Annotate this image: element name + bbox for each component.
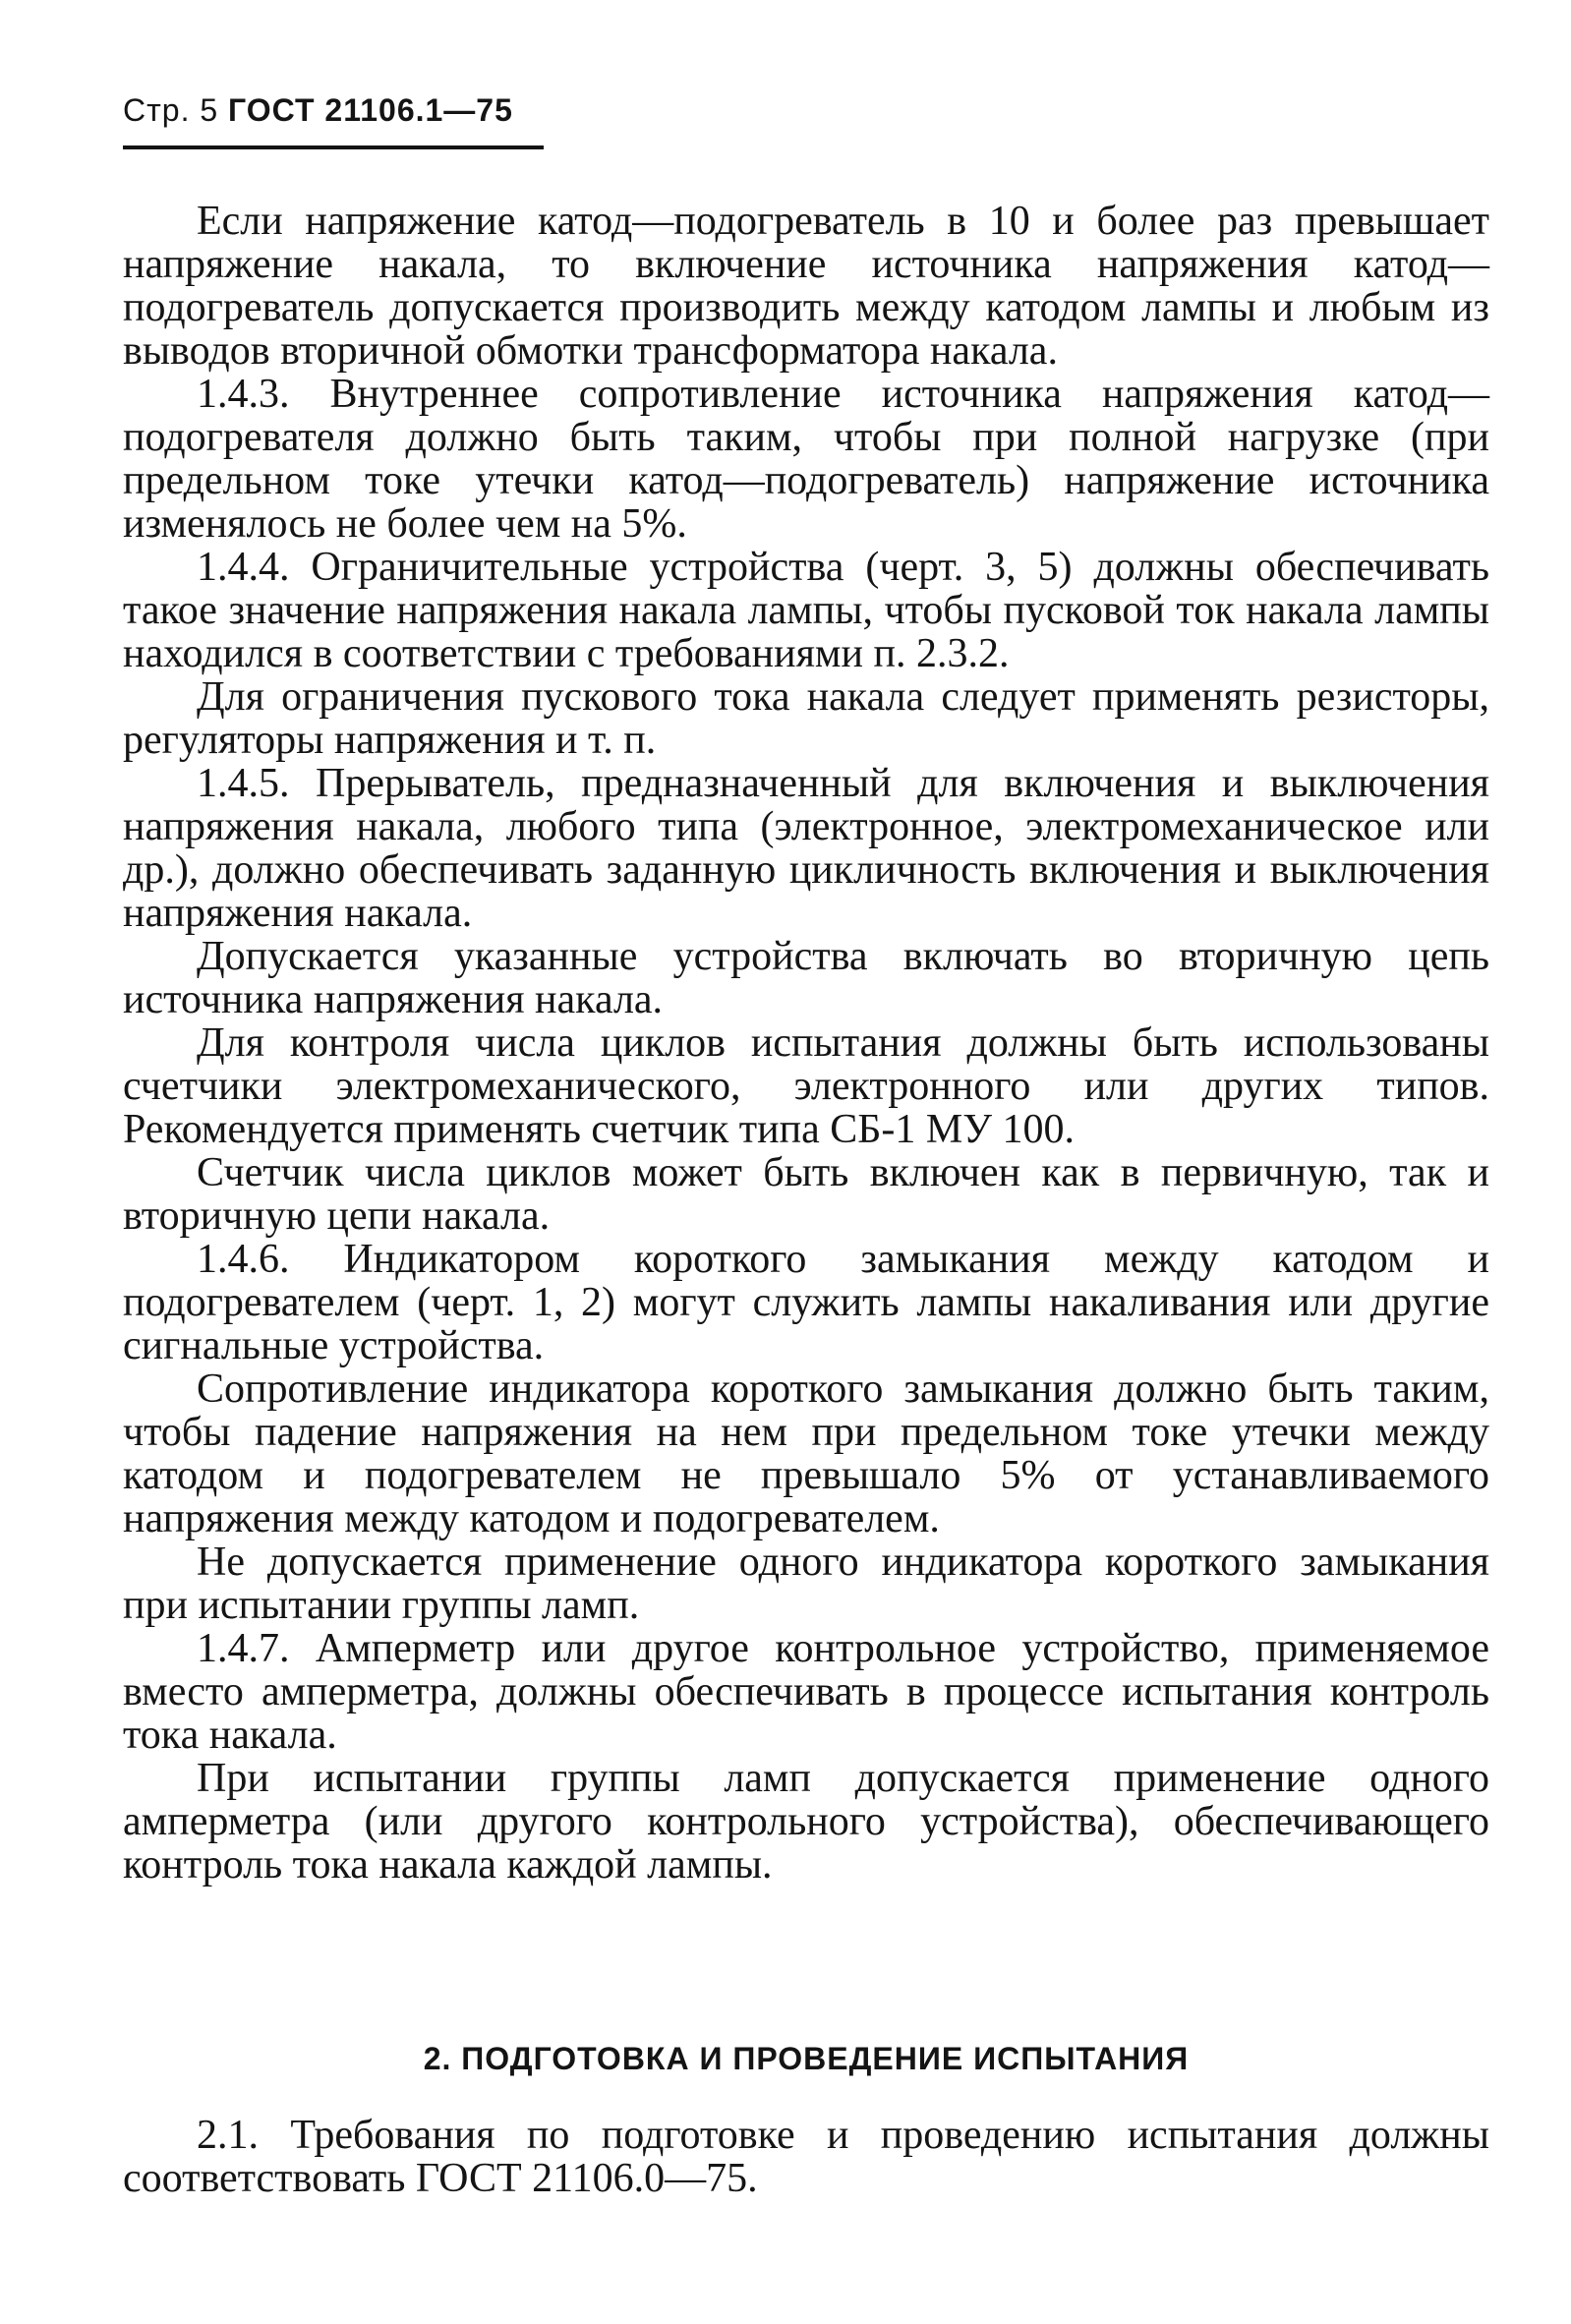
paragraph: Допускается указанные устройства включать во вторичную цепь источника напряжения накала. <box>123 934 1489 1022</box>
paragraph: При испытании группы ламп допускается применение одного амперметра (или другого контрольного устройства), обеспечивающего контроль тока накала каждой лампы. <box>123 1756 1489 1888</box>
paragraph: Не допускается применение одного индикатора короткого замыкания при испытании группы ламп. <box>123 1540 1489 1628</box>
page-header <box>123 92 513 129</box>
page-label: Стр. 5 <box>123 92 219 128</box>
paragraph: Сопротивление индикатора короткого замыкания должно быть таким, чтобы падение напряжения на нем при предельном токе утечки между катодом и подогревателем не превышало 5% от устанавливаемого напряжения между катодом и подогревателем. <box>123 1366 1489 1541</box>
paragraph-1-4-6: 1.4.6. Индикатором короткого замыкания между катодом и подогревателем (черт. 1, 2) могут служить лампы накаливания или другие сигнальные устройства. <box>123 1237 1489 1368</box>
paragraph-1-4-4: 1.4.4. Ограничительные устройства (черт. 3, 5) должны обеспечивать такое значение напряжения накала лампы, чтобы пусковой ток накала лампы находился в соответствии с требованиями п. 2.3.2. <box>123 545 1489 676</box>
section-2-title: 2. ПОДГОТОВКА И ПРОВЕДЕНИЕ ИСПЫТАНИЯ <box>423 2041 1190 2076</box>
paragraph-1-4-7: 1.4.7. Амперметр или другое контрольное устройство, применяемое вместо амперметра, должны обеспечивать в процессе испытания контроль тока накала. <box>123 1626 1489 1758</box>
paragraph-2-1: 2.1. Требования по подготовке и проведению испытания должны соответствовать ГОСТ 21106.0—75. <box>123 2113 1489 2201</box>
header-underline <box>123 145 544 149</box>
paragraph: Если напряжение катод—подогреватель в 10 и более раз превышает напряжение накала, то включение источника напряжения катод—подогреватель допускается производить между катодом лампы и любым из выводов вторичной обмотки трансформатора накала. <box>123 199 1489 374</box>
paragraph: Для ограничения пускового тока накала следует применять резисторы, регуляторы напряжения и т. п. <box>123 674 1489 763</box>
paragraph-1-4-5: 1.4.5. Прерыватель, предназначенный для включения и выключения напряжения накала, любого типа (электронное, электромеханическое или др.), должно обеспечивать заданную цикличность включения и выключения напряжения накала. <box>123 761 1489 936</box>
doc-code: ГОСТ 21106.1—75 <box>228 92 513 128</box>
paragraph: Для контроля числа циклов испытания должны быть использованы счетчики электромеханического, электронного или других типов. Рекомендуется применять счетчик типа СБ-1 МУ 100. <box>123 1020 1489 1152</box>
section-1-body <box>123 200 1489 1887</box>
paragraph: Счетчик числа циклов может быть включен как в первичную, так и вторичную цепи накала. <box>123 1150 1489 1239</box>
paragraph-1-4-3: 1.4.3. Внутреннее сопротивление источника напряжения катод—подогревателя должно быть таким, чтобы при полной нагрузке (при предельном токе утечки катод—подогреватель) напряжение источника изменялось не более чем на 5%. <box>123 372 1489 547</box>
section-2-body <box>123 2114 1489 2200</box>
